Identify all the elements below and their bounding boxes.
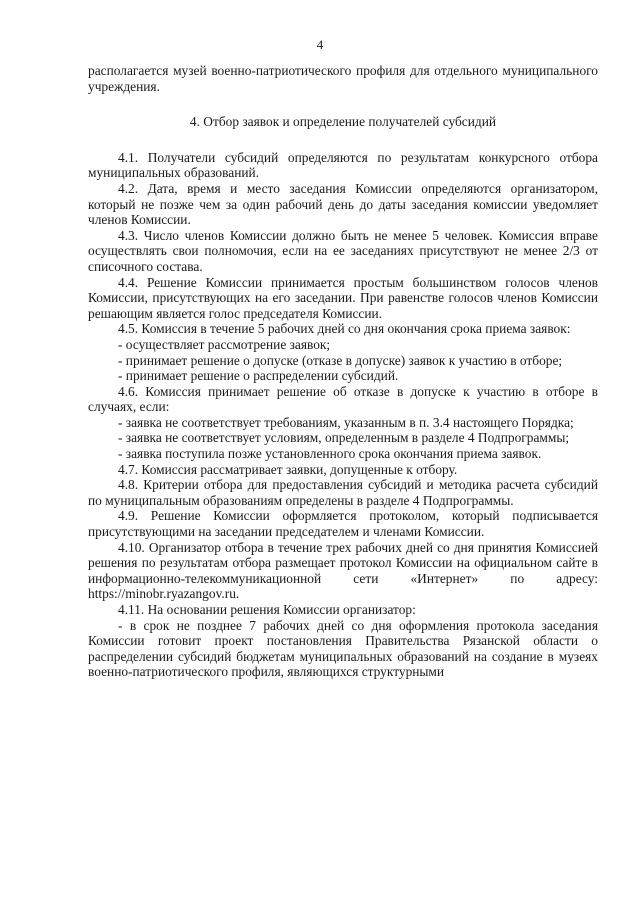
paragraph: - заявка не соответствует условиям, определенным в разделе 4 Подпрограммы; xyxy=(118,430,570,446)
paragraph: - заявка не соответствует требованиям, указанным в п. 3.4 настоящего Порядка; xyxy=(118,414,574,430)
paragraph-list xyxy=(88,150,598,680)
paragraph: - заявка поступила позже установленного срока окончания приема заявок. xyxy=(118,446,542,462)
section-heading: 4. Отбор заявок и определение получателей субсидий xyxy=(189,114,497,130)
intro-paragraph: располагается музей военно-патриотического профиля для отдельного муниципального учреждения. xyxy=(88,63,598,94)
paragraph: 4.6. Комиссия принимает решение об отказе в допуске к участию в отборе в случаях, если: xyxy=(88,383,598,415)
paragraph: 4.9. Решение Комиссии оформляется протоколом, который подписывается присутствующими на заседании председателем и членами Комиссии. xyxy=(88,508,598,540)
paragraph: - принимает решение о допуске (отказе в допуске) заявок к участию в отборе; xyxy=(118,352,563,368)
paragraph: 4.11. На основании решения Комиссии организатор: xyxy=(118,602,416,617)
paragraph: 4.2. Дата, время и место заседания Комиссии определяются организатором, который не позже чем за один рабочий день до даты заседания комиссии уведомляет членов Комиссии. xyxy=(88,180,598,228)
paragraph: 4.4. Решение Комиссии принимается простым большинством голосов членов Комиссии, присутствующих на его заседании. При равенстве голосов членов Комиссии решающим является голос председателя Комиссии. xyxy=(88,274,598,321)
page-number: 4 xyxy=(316,37,324,52)
document-body xyxy=(88,63,598,680)
paragraph: - принимает решение о распределении субсидий. xyxy=(118,368,399,384)
paragraph: - в срок не позднее 7 рабочих дней со дня оформления протокола заседания Комиссии готовит проект постановления Правительства Рязанской области о распределении субсидий бюджетам муниципальных образований на создание в музеях военно-патриотического профиля, являющихся структурными xyxy=(88,617,598,680)
paragraph: 4.1. Получатели субсидий определяются по результатам конкурсного отбора муниципальных образований. xyxy=(88,149,598,181)
paragraph: 4.5. Комиссия в течение 5 рабочих дней со дня окончания срока приема заявок: xyxy=(118,321,571,337)
paragraph: 4.10. Организатор отбора в течение трех рабочих дней со дня принятия Комиссией решения по результатам отбора размещает протокол Комиссии на официальном сайте в информационно-телекоммуникационной сети «Интернет» по адресу: https://minobr.ryazangov.ru. xyxy=(88,539,598,602)
paragraph: - осуществляет рассмотрение заявок; xyxy=(118,336,331,352)
paragraph: 4.8. Критерии отбора для предоставления субсидий и методика расчета субсидий по муниципальным образованиям определены в разделе 4 Подпрограммы. xyxy=(88,477,598,508)
paragraph: 4.7. Комиссия рассматривает заявки, допущенные к отбору. xyxy=(118,461,458,477)
paragraph: 4.3. Число членов Комиссии должно быть не менее 5 человек. Комиссия вправе осуществлять свои полномочия, если на ее заседаниях присутствуют не менее 2/3 от списочного состава. xyxy=(88,227,598,274)
